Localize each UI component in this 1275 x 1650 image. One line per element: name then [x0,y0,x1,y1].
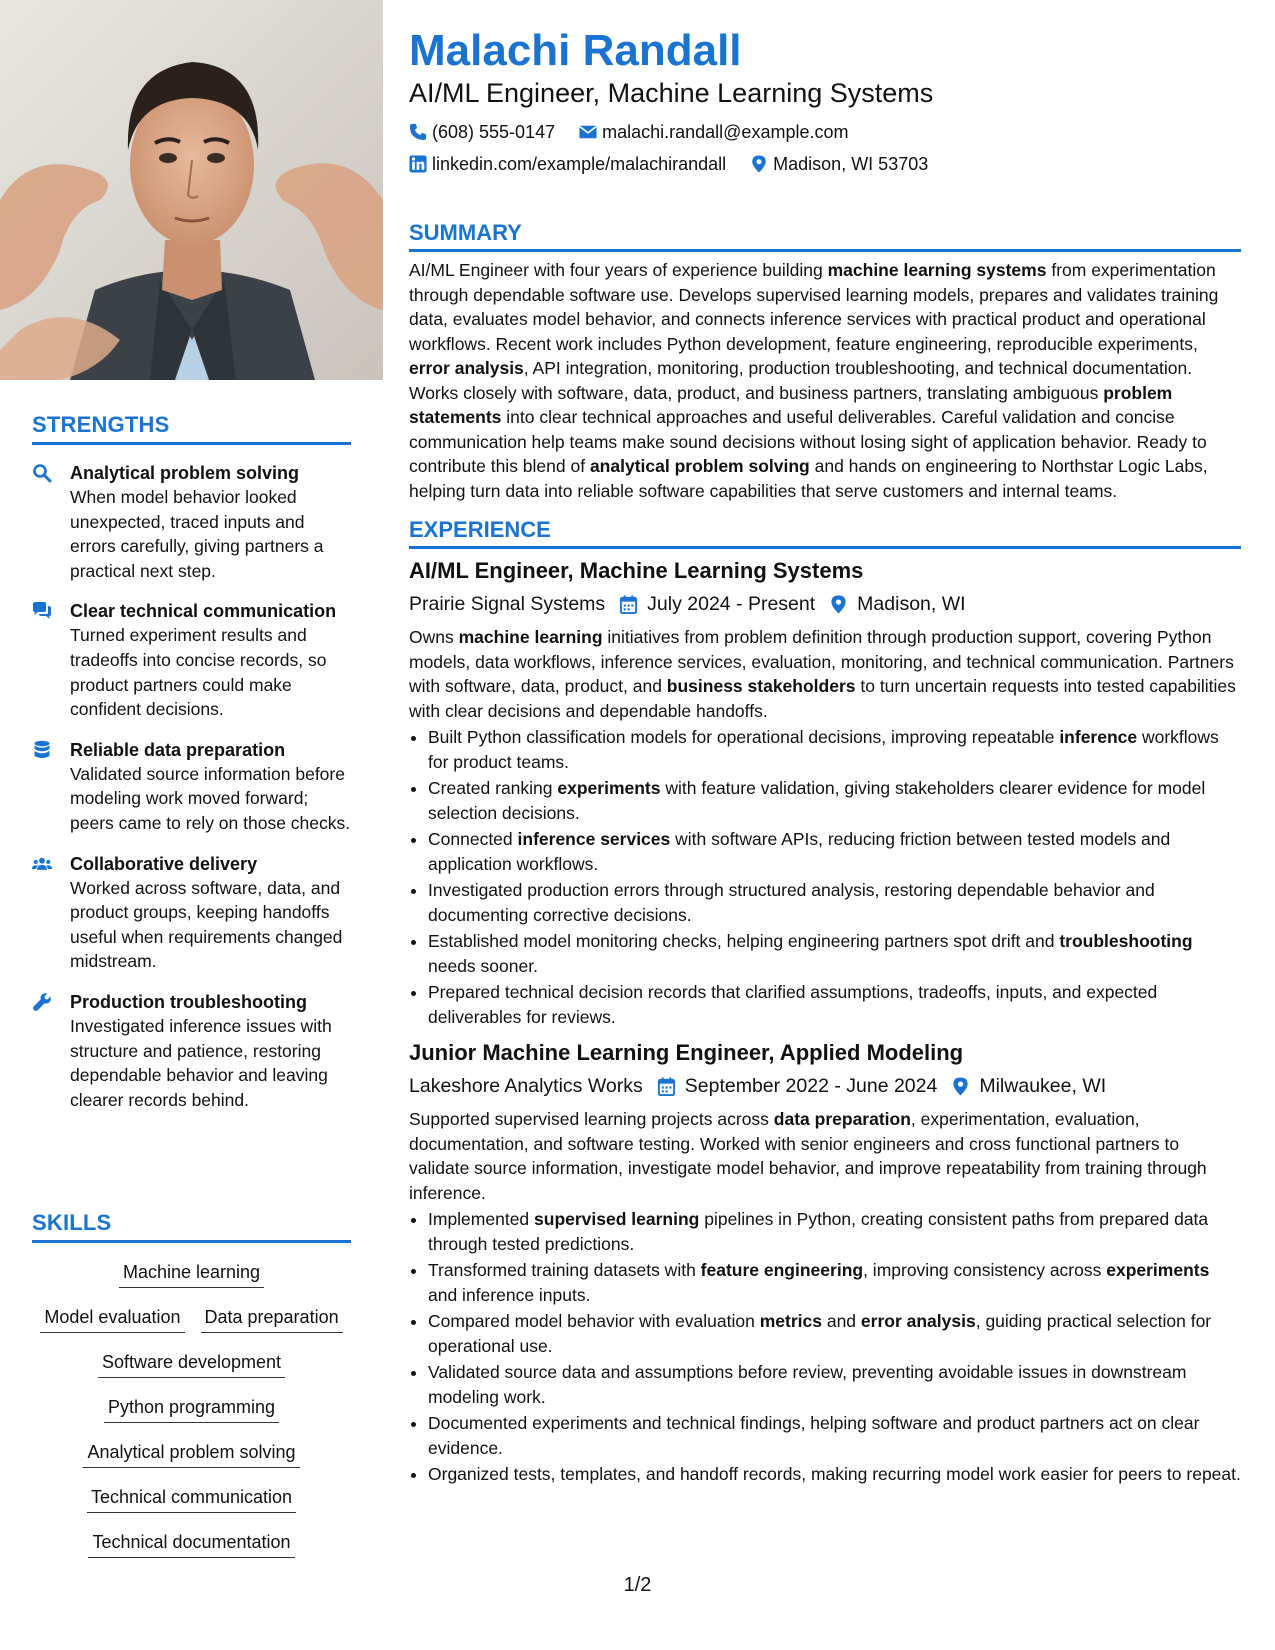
skill-tag: Data preparation [201,1305,343,1333]
sidebar [0,0,383,1650]
strength-item [32,599,351,721]
job-meta [409,1071,1241,1101]
list-item: • Established model monitoring checks, helping engineering partners spot drift and troubleshooting needs sooner. [428,929,1241,978]
strength-desc: Investigated inference issues with structure and patience, restoring dependable behavior and leaving clearer records behind. [70,1015,332,1110]
candidate-name: Malachi Randall [409,26,742,75]
list-item: • Created ranking experiments with feature validation, giving stakeholders clearer evidence for model selection decisions. [428,776,1241,825]
strength-title: Reliable data preparation [70,739,286,760]
list-item: • Prepared technical decision records that clarified assumptions, tradeoffs, inputs, and expected deliverables for reviews. [428,980,1241,1029]
list-item: • Implemented supervised learning pipelines in Python, creating consistent paths from prepared data through tested predictions. [428,1207,1241,1256]
contact-row [409,116,1241,148]
envelope-icon [579,123,597,141]
list-item: • Compared model behavior with evaluation metrics and error analysis, guiding practical selection for operational use. [428,1309,1241,1358]
calendar-icon [619,595,638,614]
strength-item [32,461,351,583]
experience-title: EXPERIENCE [409,517,1241,549]
search-icon [32,463,52,483]
strength-title: Collaborative delivery [70,853,258,874]
job-entry [409,1039,1241,1487]
calendar-icon [657,1077,676,1096]
job-intro: Supported supervised learning projects across data preparation, experimentation, evaluation, documentation, and software testing. Worked with senior engineers and cross functional partners to validate source information, investigate model behavior, and improve repeatability from training through inference. [409,1109,1207,1203]
database-icon [32,740,52,760]
strength-item [32,738,351,836]
job-location: Milwaukee, WI [979,1075,1107,1097]
skill-tag: Technical communication [87,1485,296,1513]
strength-item [32,852,351,974]
summary-text: AI/ML Engineer with four years of experience building machine learning systems from experimentation through dependable software use. Develops supervised learning models, prepares and validates training data, evaluates model behavior, and connects inference services with practical product and operational workflows. Recent work includes Python development, feature engineering, reproducible experiments, error analysis, API integration, monitoring, production troubleshooting, and technical documentation. Works closely with software, data, product, and business partners, translating ambiguous problem statements into clear technical approaches and useful deliverables. Careful validation and concise communication help teams make sound decisions without losing sight of application behavior. Ready to contribute this blend of analytical problem solving and hands on engineering to Northstar Logic Labs, helping turn data into reliable software capabilities that serve customers and internal teams. [409,260,1219,501]
job-entry [409,557,1241,1029]
list-item: • Connected inference services with software APIs, reducing friction between tested models and application workflows. [428,827,1241,876]
strength-desc: Turned experiment results and tradeoffs into concise records, so product partners could make confident decisions. [70,625,327,720]
contact-row [409,148,1241,180]
strength-title: Clear technical communication [70,601,337,622]
list-item: • Built Python classification models for operational decisions, improving repeatable inference workflows for product teams. [428,725,1241,774]
job-meta [409,589,1241,619]
strengths-title: STRENGTHS [32,412,351,445]
skills-title: SKILLS [32,1210,351,1243]
strengths-section [32,412,351,1112]
strength-desc: Worked across software, data, and product groups, keeping handoffs useful when requirements changed midstream. [70,877,343,972]
company-name: Lakeshore Analytics Works [409,1075,643,1097]
job-intro: Owns machine learning initiatives from problem definition through production support, covering Python models, data workflows, inference services, evaluation, monitoring, and technical communication. Partners with software, data, product, and business stakeholders to turn uncertain requests into tested capabilities with clear decisions and dependable handoffs. [409,627,1236,721]
location-pin-icon [829,595,848,614]
skills-list [32,1255,351,1570]
skill-tag: Software development [98,1350,285,1378]
phone-icon [409,123,427,141]
wrench-icon [32,992,52,1012]
job-dates: September 2022 - June 2024 [684,1075,938,1097]
strength-title: Analytical problem solving [70,463,300,483]
job-bullets [409,1207,1241,1487]
experience-section [409,517,1241,1487]
job-title: AI/ML Engineer, Machine Learning Systems [409,558,864,583]
job-bullets [409,725,1241,1029]
users-icon [32,854,52,874]
strength-desc: When model behavior looked unexpected, traced inputs and errors carefully, giving partners a practical next step. [70,487,324,581]
list-item: • Documented experiments and technical findings, helping software and product partners act on clear evidence. [428,1411,1241,1460]
address: Madison, WI 53703 [773,154,929,174]
company-name: Prairie Signal Systems [409,593,606,615]
profile-photo [0,0,383,380]
email-address[interactable]: malachi.randall@example.com [602,122,849,142]
skill-tag: Model evaluation [40,1305,184,1333]
location-pin-icon [951,1077,970,1096]
skill-tag: Analytical problem solving [83,1440,299,1468]
list-item: • Validated source data and assumptions before review, preventing avoidable issues in downstream modeling work. [428,1360,1241,1409]
strength-title: Production troubleshooting [70,991,307,1012]
location-pin-icon [750,155,768,173]
strength-desc: Validated source information before modeling work moved forward; peers came to rely on those checks. [70,763,351,833]
list-item: • Organized tests, templates, and handoff records, making recurring model work easier for peers to repeat. [428,1462,1241,1487]
skill-tag: Python programming [104,1395,279,1423]
linkedin-icon [409,155,427,173]
linkedin-link[interactable]: linkedin.com/example/malachirandall [432,154,727,174]
main-content [409,26,1241,1489]
summary-section [409,220,1241,503]
job-dates: July 2024 - Present [647,593,816,615]
page-number: 1/2 [623,1574,652,1596]
comments-icon [32,601,52,621]
skills-section [32,1210,351,1570]
headline: AI/ML Engineer, Machine Learning Systems [409,78,934,108]
skill-tag: Machine learning [119,1260,264,1288]
strength-item [32,990,351,1112]
list-item: • Investigated production errors through structured analysis, restoring dependable behavior and documenting corrective decisions. [428,878,1241,927]
job-title: Junior Machine Learning Engineer, Applied Modeling [409,1040,964,1065]
job-location: Madison, WI [857,593,966,615]
phone-number[interactable]: (608) 555-0147 [432,122,556,142]
skill-tag: Technical documentation [88,1530,294,1558]
summary-title: SUMMARY [409,220,1241,252]
list-item: • Transformed training datasets with feature engineering, improving consistency across experiments and inference inputs. [428,1258,1241,1307]
